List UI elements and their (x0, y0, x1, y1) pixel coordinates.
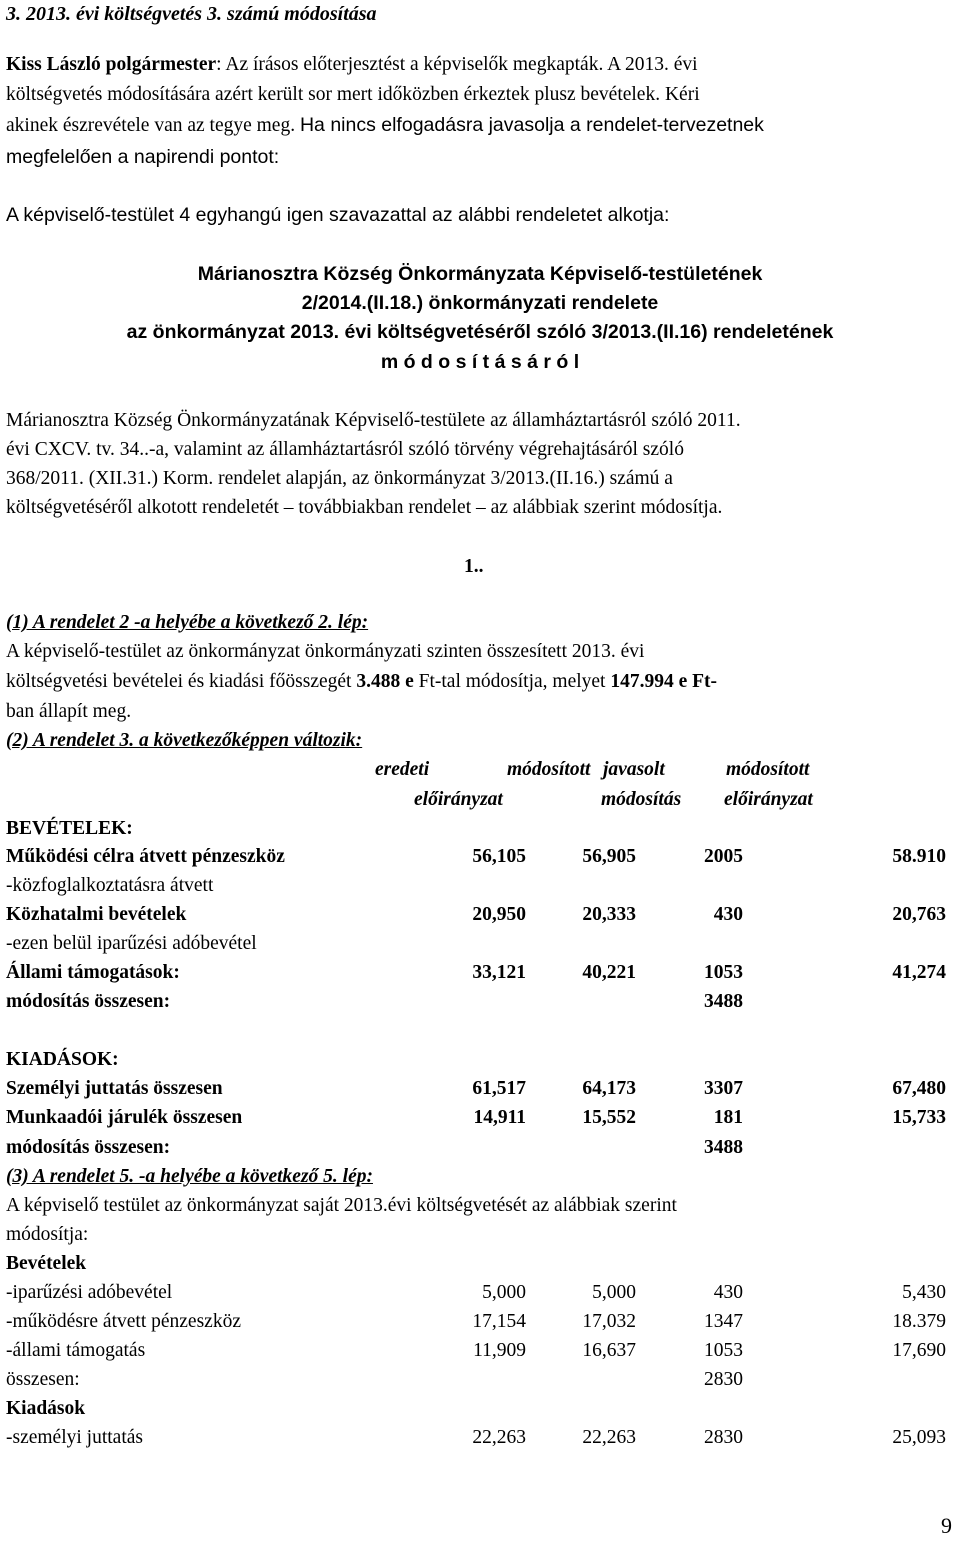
table-row (6, 903, 954, 927)
row-label: Személyi juttatás összesen (6, 1078, 223, 1099)
col-header-proposed: javasolt (603, 759, 665, 780)
value-new: 67,480 (892, 1078, 946, 1099)
value-original: 17,154 (472, 1311, 526, 1332)
intro-line-3: akinek észrevétele van az tegye meg. Ha nincs elfogadásra javasolja a rendelet-tervezetnek (6, 114, 764, 136)
value-proposed-change: 1347 (704, 1311, 743, 1332)
value-proposed-change: 3307 (704, 1078, 743, 1099)
decree-title-line-1: Márianosztra Község Önkormányzata Képviselő-testületének (197, 263, 763, 285)
table-row (6, 874, 954, 898)
row-label: -ezen belül iparűzési adóbevétel (6, 933, 257, 954)
row-label: -állami támogatás (6, 1340, 146, 1361)
value-proposed-change: 430 (713, 1282, 743, 1303)
value-new: 15,733 (892, 1107, 946, 1128)
value-new: 18.379 (892, 1311, 946, 1332)
value-modified: 56,905 (582, 846, 636, 867)
value-modified: 5,000 (592, 1282, 636, 1303)
speaker-name: Kiss László polgármester (6, 54, 217, 75)
point2-heading: (2) A rendelet 3. a következőképpen változik: (6, 730, 363, 751)
value-original: 33,121 (472, 962, 526, 983)
value-original: 14,911 (473, 1107, 526, 1128)
decree-title-line-3: az önkormányzat 2013. évi költségvetéséről szóló 3/2013.(II.16) rendeletének (126, 321, 834, 343)
value-original: 22,263 (472, 1427, 526, 1448)
value-original: 61,517 (472, 1078, 526, 1099)
row-label: -közfoglalkoztatásra átvett (6, 875, 214, 896)
value-new: 17,690 (892, 1340, 946, 1361)
preamble-line-1: Márianosztra Község Önkormányzatának Képviselő-testülete az államháztartásról szóló 2011. (6, 410, 741, 431)
table-row (6, 1106, 954, 1130)
value-original: 20,950 (472, 904, 526, 925)
row-label: -személyi juttatás (6, 1427, 143, 1448)
page-number: 9 (941, 1513, 952, 1538)
row-label: módosítás összesen: (6, 1137, 171, 1158)
row-label: -iparűzési adóbevétel (6, 1282, 173, 1303)
table-row (6, 1077, 954, 1101)
expenses-label: KIADÁSOK: (6, 1049, 119, 1070)
value-proposed-change: 2830 (704, 1427, 743, 1448)
section-heading: 3. 2013. évi költségvetés 3. számú módosítása (6, 3, 377, 25)
point1-text-2: költségvetési bevételei és kiadási főösszegét 3.488 e Ft-tal módosítja, melyet 147.994 e Ft- (6, 671, 718, 692)
value-modified: 64,173 (582, 1078, 636, 1099)
point3-expenses-label: Kiadások (6, 1398, 86, 1419)
intro-line-2: költségvetés módosítására azért került sor mert időközben érkeztek plusz bevételek. Kéri (6, 84, 700, 105)
value-new: 20,763 (892, 904, 946, 925)
row-label: Munkaadói járulék összesen (6, 1107, 243, 1128)
value-proposed-change: 181 (713, 1107, 743, 1128)
value-modified: 16,637 (582, 1340, 636, 1361)
table-row (6, 1310, 954, 1334)
col-header-modification: módosítás (601, 789, 682, 810)
col-header-appropriation-2: előirányzat (724, 789, 813, 810)
row-label: Állami támogatások: (6, 962, 180, 983)
revenues-label: BEVÉTELEK: (6, 818, 133, 839)
value-original: 11,909 (473, 1340, 526, 1361)
col-header-appropriation: előirányzat (414, 789, 503, 810)
value-modified: 22,263 (582, 1427, 636, 1448)
row-label: összesen: (6, 1369, 80, 1390)
point3-text-2: módosítja: (6, 1224, 89, 1245)
preamble-line-3: 368/2011. (XII.31.) Korm. rendelet alapján, az önkormányzat 3/2013.(II.16.) számú a (6, 468, 673, 489)
value-modified: 40,221 (582, 962, 636, 983)
point3-heading: (3) A rendelet 5. -a helyébe a következő 5. lép: (6, 1166, 373, 1187)
point3-text-1: A képviselő testület az önkormányzat saját 2013.évi költségvetését az alábbiak szerint (6, 1195, 677, 1216)
preamble-line-2: évi CXCV. tv. 34..-a, valamint az államháztartásról szóló törvény végrehajtásáról szóló (6, 439, 684, 460)
value-proposed-change: 2005 (704, 846, 743, 867)
value-new: 58.910 (892, 846, 946, 867)
table-row (6, 1136, 954, 1160)
point3-revenues-label: Bevételek (6, 1253, 87, 1274)
table-row (6, 1339, 954, 1363)
table-row (6, 990, 954, 1014)
row-label: Közhatalmi bevételek (6, 904, 187, 925)
point1-text-3: ban állapít meg. (6, 701, 132, 722)
value-proposed-change: 3488 (704, 1137, 743, 1158)
point1-text-1: A képviselő-testület az önkormányzat önkormányzati szinten összesített 2013. évi (6, 641, 645, 662)
value-original: 56,105 (472, 846, 526, 867)
table-row (6, 1368, 954, 1392)
value-proposed-change: 1053 (704, 962, 743, 983)
col-header-original: eredeti (375, 759, 430, 780)
value-original: 5,000 (482, 1282, 526, 1303)
intro-line-4: megfelelően a napirendi pontot: (6, 146, 280, 168)
table-row (6, 1426, 954, 1450)
value-modified: 15,552 (582, 1107, 636, 1128)
value-modified: 17,032 (582, 1311, 636, 1332)
intro-line-1: Kiss László polgármester: Az írásos előterjesztést a képviselők megkapták. A 2013. évi (6, 54, 698, 75)
paragraph-number: 1.. (464, 556, 484, 577)
value-new: 25,093 (892, 1427, 946, 1448)
table-row (6, 845, 954, 869)
table-row (6, 961, 954, 985)
value-new: 41,274 (892, 962, 946, 983)
row-label: módosítás összesen: (6, 991, 171, 1012)
preamble-line-4: költségvetéséről alkotott rendeletét – továbbiakban rendelet – az alábbiak szerint módosítja. (6, 497, 723, 518)
value-proposed-change: 3488 (704, 991, 743, 1012)
value-proposed-change: 430 (713, 904, 743, 925)
col-header-modified: módosított (507, 759, 591, 780)
col-header-modified-2: módosított (726, 759, 810, 780)
value-proposed-change: 1053 (704, 1340, 743, 1361)
value-new: 5,430 (902, 1282, 946, 1303)
row-label: -működésre átvett pénzeszköz (6, 1311, 241, 1332)
table-row (6, 1281, 954, 1305)
point1-heading: (1) A rendelet 2 -a helyébe a következő 2. lép: (6, 612, 369, 633)
value-proposed-change: 2830 (704, 1369, 743, 1390)
vote-text: A képviselő-testület 4 egyhangú igen szavazattal az alábbi rendeletet alkotja: (6, 204, 670, 226)
value-modified: 20,333 (582, 904, 636, 925)
decree-title-line-4: m ó d o s í t á s á r ó l (380, 351, 580, 373)
row-label: Működési célra átvett pénzeszköz (6, 846, 285, 867)
table-row (6, 932, 954, 956)
decree-title-line-2: 2/2014.(II.18.) önkormányzati rendelete (301, 292, 659, 314)
